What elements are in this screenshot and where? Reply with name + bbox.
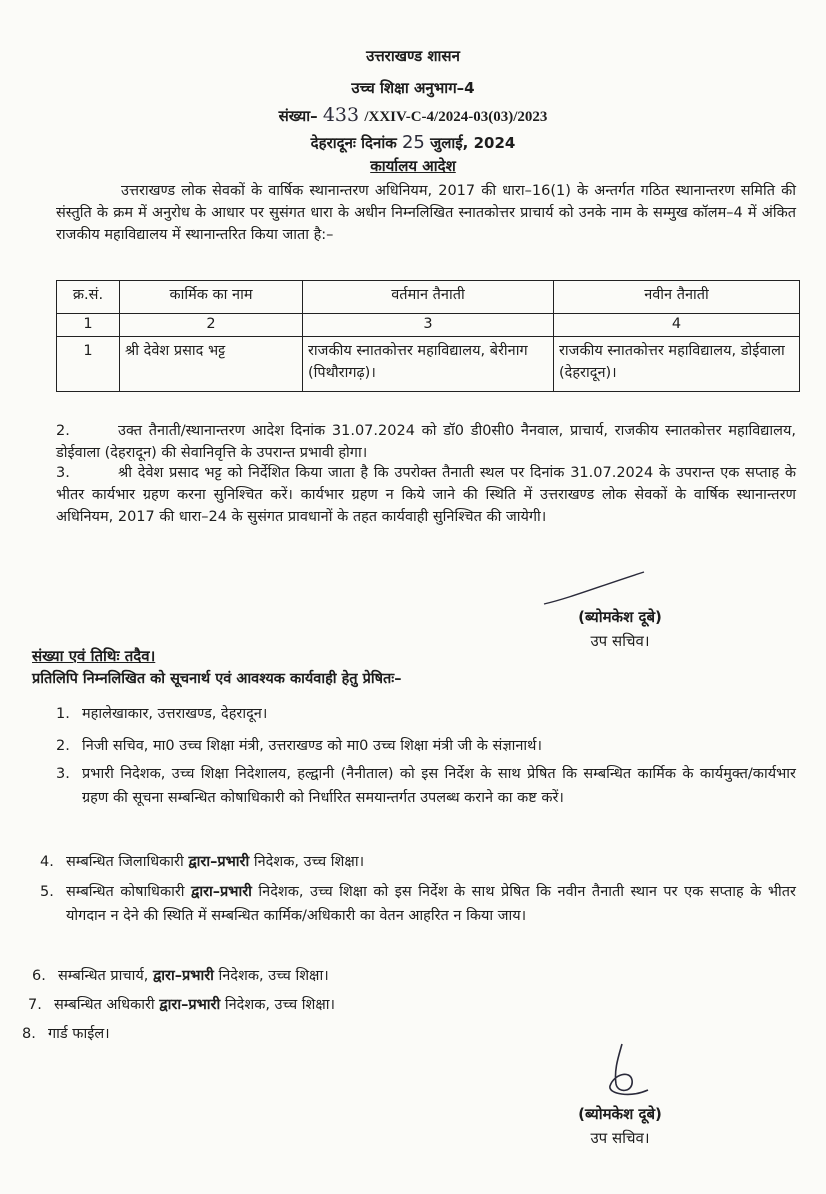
list-item [40,880,796,928]
paragraph-number: 2. [56,423,70,439]
table-header: वर्तमान तैनाती [303,281,554,314]
paragraph-text: उक्त तैनाती/स्थानान्तरण आदेश दिनांक 31.07.2024 को डॉ0 डी0सी0 नैनवाल, प्राचार्य, राजकीय स्नातकोत्तर महाविद्यालय, डोईवाला (देहरादून) की सेवानिवृत्ति के उपरान्त प्रभावी होगा। [56,423,796,461]
list-text-pre: सम्बन्धित प्राचार्य, [58,968,153,984]
list-item [28,993,335,1017]
transfer-table [56,280,800,392]
list-text-post: निदेशक, उच्च शिक्षा को इस निर्देश के साथ प्रेषित कि नवीन तैनाती स्थान पर एक सप्ताह के भीतर योगदान न देने की स्थिति में सम्बन्धित कार्मिक/अधिकारी का वेतन आहरित न किया जाय। [66,884,796,924]
order-number [0,104,826,126]
list-text: महालेखाकार, उत्तराखण्ड, देहरादून। [82,706,268,722]
list-number: 5. [40,884,54,900]
date-label: देहरादूनः दिनांक [310,134,397,152]
signature-block-1 [540,605,700,653]
list-number: 7. [28,997,42,1013]
list-number: 2. [56,738,70,754]
signature-scribble-2 [600,1040,660,1100]
list-text-bold: द्वारा–प्रभारी [188,854,250,870]
list-item [40,850,364,874]
list-text-post: निदेशक, उच्च शिक्षा। [220,997,336,1013]
number-handwritten: 433 [322,104,360,126]
signatory-designation: उप सचिव। [590,1129,650,1147]
date-rest: जुलाई, 2024 [430,134,516,152]
list-text-pre: सम्बन्धित जिलाधिकारी [66,854,189,870]
list-item [56,762,796,810]
list-text-post: निदेशक, उच्च शिक्षा। [213,968,329,984]
govt-name: उत्तराखण्ड शासन [366,47,460,65]
table-header: क्र.सं. [57,281,120,314]
table-header: नवीन तैनाती [554,281,800,314]
list-text-bold: द्वारा–प्रभारी [191,884,252,900]
list-item [32,964,329,988]
section-name: उच्च शिक्षा अनुभाग–4 [351,79,475,97]
list-text-pre: सम्बन्धित कोषाधिकारी [66,884,192,900]
table-cell: राजकीय स्नातकोत्तर महाविद्यालय, बेरीनाग (पिथौरागढ़)। [303,337,554,392]
signature-stroke-1 [540,568,650,608]
signatory-name: (ब्योमकेश दूबे) [578,608,662,626]
number-ref: /XXIV-C-4/2024-03(03)/2023 [364,109,548,125]
table-cell: 1 [57,337,120,392]
table-row [57,337,800,392]
intro-paragraph: उत्तराखण्ड लोक सेवकों के वार्षिक स्थानान्तरण अधिनियम, 2017 की धारा–16(1) के अन्तर्गत गठित स्थानान्तरण समिति की संस्तुति के क्रम में अनुरोध के आधार पर सुसंगत धारा के अधीन निम्नलिखित स्नातकोत्तर प्राचार्य को उनके नाम के सम्मुख कॉलम–4 में अंकित राजकीय महाविद्यालय में स्थानान्तरित किया जाता है:– [56,183,796,243]
table-index-row [57,314,800,337]
paragraph-text: श्री देवेश प्रसाद भट्ट को निर्देशित किया जाता है कि उपरोक्त तैनाती स्थल पर दिनांक 31.07.2024 के उपरान्त एक सप्ताह के भीतर कार्यभार ग्रहण करना सुनिश्चित करें। कार्यभार ग्रहण न किये जाने की स्थिति में उत्तराखण्ड लोक सेवकों के वार्षिक स्थानान्तरण अधिनियम, 2017 की धारा–24 के सुसंगत प्रावधानों के तहत कार्यवाही सुनिश्चित की जायेगी। [56,465,796,525]
list-text-pre: सम्बन्धित अधिकारी [54,997,160,1013]
table-cell: राजकीय स्नातकोत्तर महाविद्यालय, डोईवाला (देहरादून)। [554,337,800,392]
number-date-line: संख्या एवं तिथिः तदैव। [32,647,156,665]
list-text: निजी सचिव, मा0 उच्च शिक्षा मंत्री, उत्तराखण्ड को मा0 उच्च शिक्षा मंत्री जी के संज्ञानार्थ। [82,738,542,754]
list-text-post: निदेशक, उच्च शिक्षा। [249,854,365,870]
table-cell: 1 [57,314,120,337]
list-number: 4. [40,854,54,870]
list-text: प्रभारी निदेशक, उच्च शिक्षा निदेशालय, हल्द्वानी (नैनीताल) को इस निर्देश के साथ प्रेषित कि सम्बन्धित कार्मिक के कार्यमुक्त/कार्यभार ग्रहण की सूचना सम्बन्धित कोषाधिकारी को निर्धारित समयान्तर्गत उपलब्ध कराने का कष्ट करें। [82,766,796,806]
table-cell: 3 [303,314,554,337]
list-text [66,880,796,928]
list-item [56,734,542,758]
signatory-designation: उप सचिव। [590,632,650,650]
number-label: संख्या– [278,107,318,125]
list-number: 8. [22,1026,36,1042]
table-header: कार्मिक का नाम [120,281,303,314]
list-number: 6. [32,968,46,984]
table-header-row [57,281,800,314]
paragraph-3 [56,462,796,528]
copy-intro: प्रतिलिपि निम्नलिखित को सूचनार्थ एवं आवश्यक कार्यवाही हेतु प्रेषितः– [32,671,402,687]
title-text: कार्यालय आदेश [370,157,456,175]
table-cell: श्री देवेश प्रसाद भट्ट [120,337,303,392]
list-text-bold: द्वारा–प्रभारी [152,968,214,984]
list-item [56,702,267,726]
document-title [0,156,826,176]
list-text: गार्ड फाईल। [48,1026,110,1042]
table-cell: 4 [554,314,800,337]
order-date [0,132,826,153]
list-number: 1. [56,706,70,722]
signatory-name: (ब्योमकेश दूबे) [578,1105,662,1123]
signature-block-2 [540,1102,700,1150]
list-text-bold: द्वारा–प्रभारी [159,997,221,1013]
table-cell: 2 [120,314,303,337]
paragraph-2 [56,420,796,464]
list-number: 3. [56,766,70,782]
date-day: 25 [401,132,425,153]
list-item [22,1022,110,1046]
paragraph-number: 3. [56,465,70,481]
